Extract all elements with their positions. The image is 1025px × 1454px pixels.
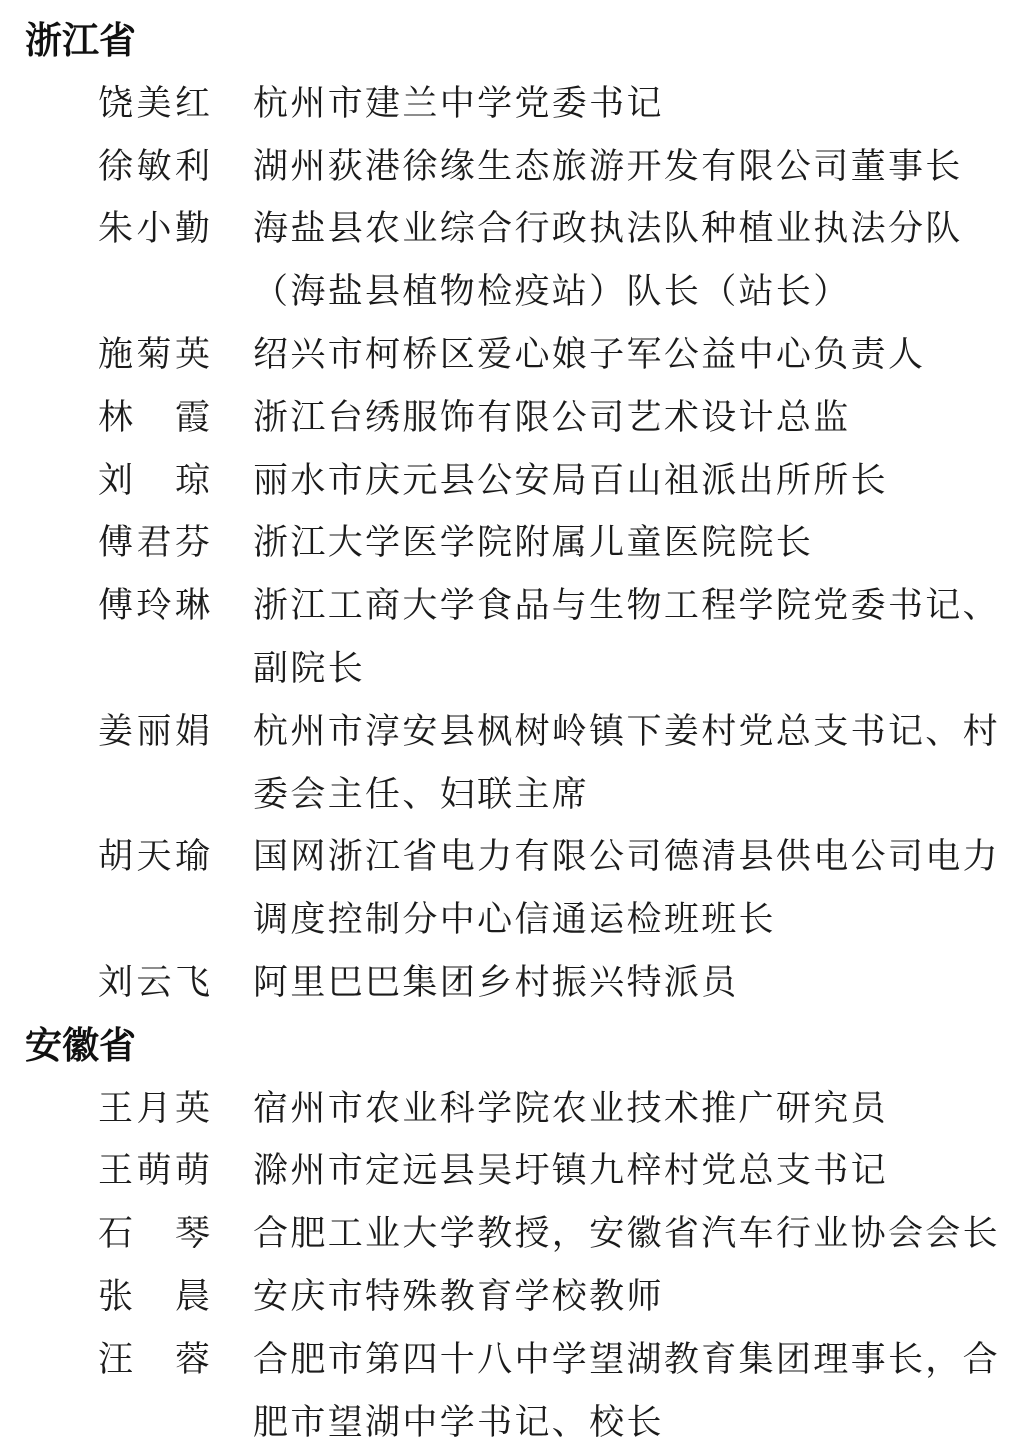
person-title: 安庆市特殊教育学校教师	[253, 1276, 664, 1316]
person-title: 合肥市第四十八中学望湖教育集团理事长，合肥市望湖中学书记、校长	[253, 1339, 1001, 1442]
entry-list	[0, 1078, 1025, 1454]
entry-row	[0, 512, 1025, 575]
person-title: 杭州市淳安县枫树岭镇下姜村党总支书记、村委会主任、妇联主席	[253, 711, 1001, 814]
person-title: 浙江台绣服饰有限公司艺术设计总监	[253, 397, 851, 437]
person-title: 合肥工业大学教授，安徽省汽车行业协会会长	[253, 1214, 1001, 1254]
entry-row	[0, 1266, 1025, 1329]
name-char: 姜	[98, 711, 134, 751]
person-name	[98, 198, 210, 261]
name-char: 胡	[98, 837, 134, 877]
person-title: 海盐县农业综合行政执法队种植业执法分队（海盐县植物检疫站）队长（站长）	[253, 209, 963, 312]
person-title: 丽水市庆元县公安局百山祖派出所所长	[253, 460, 888, 500]
person-title: 国网浙江省电力有限公司德清县供电公司电力调度控制分中心信通运检班班长	[253, 837, 1001, 940]
person-title: 绍兴市柯桥区爱心娘子军公益中心负责人	[253, 334, 926, 374]
name-char: 刘	[98, 460, 134, 500]
name-char: 娟	[174, 711, 210, 751]
name-char: 琴	[174, 1214, 210, 1254]
name-char: 英	[174, 1088, 210, 1128]
name-char: 勤	[174, 209, 210, 249]
person-name	[98, 575, 210, 638]
name-char: 刘	[98, 962, 134, 1002]
person-name	[98, 1329, 210, 1392]
person-name	[98, 450, 210, 513]
entry-row	[0, 198, 1025, 324]
name-char: 飞	[174, 962, 210, 1002]
person-title: 宿州市农业科学院农业技术推广研究员	[253, 1088, 888, 1128]
province-header: 安徽省	[25, 1024, 136, 1066]
entry-row	[0, 826, 1025, 952]
name-char: 饶	[98, 83, 134, 123]
person-name	[98, 1140, 210, 1203]
entry-row	[0, 575, 1025, 701]
person-title: 浙江大学医学院附属儿童医院院长	[253, 523, 814, 563]
name-char: 蓉	[174, 1339, 210, 1379]
name-char: 晨	[174, 1276, 210, 1316]
entry-row	[0, 1078, 1025, 1141]
name-char: 小	[136, 209, 172, 249]
person-name	[98, 136, 210, 199]
name-char: 月	[136, 1088, 172, 1128]
person-name	[98, 1203, 210, 1266]
person-name	[98, 512, 210, 575]
person-name	[98, 73, 210, 136]
person-name	[98, 1266, 210, 1329]
province-section	[0, 1015, 1025, 1454]
name-char: 朱	[98, 209, 134, 249]
name-char: 傅	[98, 523, 134, 563]
name-char: 利	[174, 146, 210, 186]
name-char: 琼	[174, 460, 210, 500]
entry-row	[0, 324, 1025, 387]
name-char: 敏	[136, 146, 172, 186]
entry-row	[0, 1203, 1025, 1266]
name-char: 美	[136, 83, 172, 123]
name-char: 丽	[136, 711, 172, 751]
name-char: 君	[136, 523, 172, 563]
entry-row	[0, 1140, 1025, 1203]
name-char: 汪	[98, 1339, 134, 1379]
entry-row	[0, 1329, 1025, 1454]
name-char: 萌	[174, 1151, 210, 1191]
name-char: 王	[98, 1151, 134, 1191]
entry-row	[0, 701, 1025, 827]
person-name	[98, 701, 210, 764]
name-char: 云	[136, 962, 172, 1002]
person-name	[98, 1078, 210, 1141]
name-char: 天	[136, 837, 172, 877]
person-title: 滁州市定远县吴圩镇九梓村党总支书记	[253, 1151, 888, 1191]
person-title: 湖州荻港徐缘生态旅游开发有限公司董事长	[253, 146, 963, 186]
name-char: 玲	[136, 586, 172, 626]
name-char: 菊	[136, 334, 172, 374]
name-char: 施	[98, 334, 134, 374]
province-header: 浙江省	[25, 20, 136, 61]
name-char: 王	[98, 1088, 134, 1128]
name-char: 瑜	[174, 837, 210, 877]
entry-row	[0, 73, 1025, 136]
entry-row	[0, 952, 1025, 1015]
name-char: 萌	[136, 1151, 172, 1191]
name-char: 霞	[174, 397, 210, 437]
name-char: 英	[174, 334, 210, 374]
name-char: 琳	[174, 586, 210, 626]
entry-row	[0, 136, 1025, 199]
name-char: 芬	[174, 523, 210, 563]
name-char: 张	[98, 1276, 134, 1316]
name-char: 石	[98, 1214, 134, 1254]
province-section	[0, 10, 1025, 1015]
person-name	[98, 387, 210, 450]
person-title: 阿里巴巴集团乡村振兴特派员	[253, 962, 739, 1002]
entry-row	[0, 450, 1025, 513]
person-name	[98, 826, 210, 889]
name-char: 林	[98, 397, 134, 437]
person-name	[98, 952, 210, 1015]
person-name	[98, 324, 210, 387]
entry-list	[0, 73, 1025, 1015]
person-title: 杭州市建兰中学党委书记	[253, 83, 664, 123]
name-char: 红	[174, 83, 210, 123]
person-title: 浙江工商大学食品与生物工程学院党委书记、副院长	[253, 586, 1001, 688]
name-char: 傅	[98, 586, 134, 626]
name-char: 徐	[98, 146, 134, 186]
entry-row	[0, 387, 1025, 450]
